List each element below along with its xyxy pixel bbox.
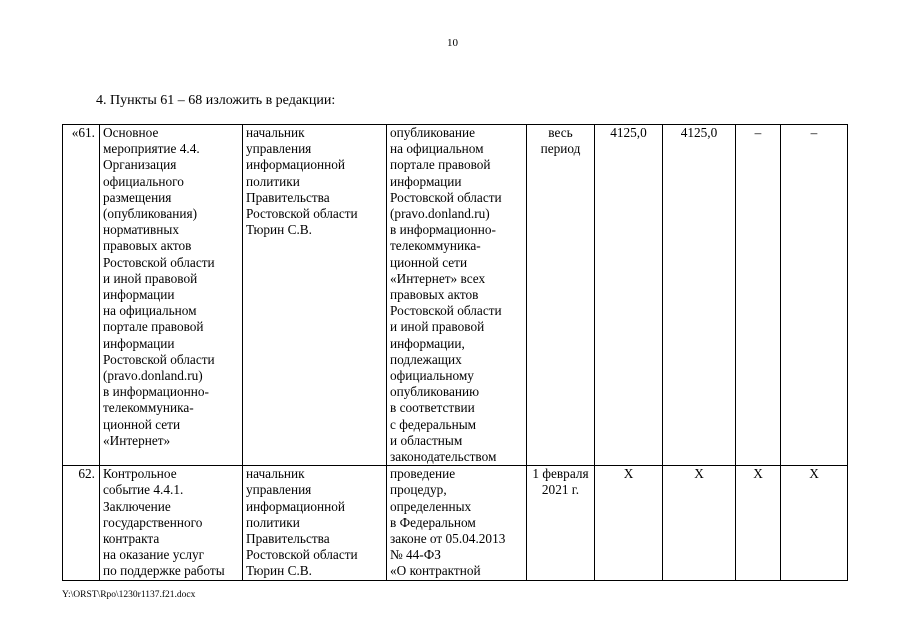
result-cell-line: проведение [390, 466, 456, 482]
value-cell-2: 4125,0 [663, 125, 736, 466]
row-number-cell: 62. [63, 466, 100, 580]
value-cell-1: 4125,0 [595, 125, 663, 466]
activity-name-cell-line: «Интернет» [103, 432, 171, 448]
result-cell-line: с федеральным [390, 416, 477, 432]
responsible-cell-line: информационной [246, 498, 346, 514]
activity-name-cell-line: Заключение [103, 498, 171, 514]
activity-name-cell-line: правовых актов [103, 238, 192, 254]
result-cell [387, 125, 527, 466]
result-cell-line: Ростовской области [390, 303, 502, 319]
activity-name-cell-line: ционной сети [103, 416, 181, 432]
result-cell [387, 466, 527, 580]
result-cell-line: опубликование [390, 125, 475, 140]
activity-name-cell-line: (pravo.donland.ru) [103, 368, 203, 384]
activity-name-cell [100, 125, 243, 466]
activity-name-cell-line: официального [103, 173, 184, 189]
table-row [63, 466, 848, 580]
activity-name-cell-line: государственного [103, 514, 203, 530]
responsible-cell-line: управления [246, 482, 312, 498]
period-cell [527, 466, 595, 580]
activity-name-cell-line: Ростовской области [103, 254, 215, 270]
value-cell-2: Х [663, 466, 736, 580]
activity-name-cell-line: в информационно- [103, 384, 209, 400]
value-cell-3: – [736, 125, 781, 466]
activity-name-cell-line: Организация [103, 157, 177, 173]
instruction-text: 4. Пункты 61 – 68 изложить в редакции: [96, 93, 336, 108]
responsible-cell-line: Ростовской области [246, 206, 358, 222]
result-cell-line: «О контрактной [390, 563, 481, 579]
result-cell-line: процедур, [390, 482, 447, 498]
activity-name-cell-line: нормативных [103, 222, 179, 238]
activity-name-cell-line: на оказание услуг [103, 547, 205, 563]
value-cell-4: – [781, 125, 848, 466]
responsible-cell [243, 466, 387, 580]
value-cell-4: Х [781, 466, 848, 580]
result-cell-line: правовых актов [390, 287, 479, 303]
responsible-cell-line: управления [246, 141, 312, 157]
result-cell-line: и иной правовой [390, 319, 485, 335]
period-cell-line: период [540, 141, 581, 157]
activity-name-cell-line: и иной правовой [103, 270, 198, 286]
activity-name-cell-line: Основное [103, 125, 159, 140]
activity-name-cell-line: Контрольное [103, 466, 177, 482]
period-cell-line: весь [548, 125, 573, 140]
responsible-cell-line: политики [246, 514, 300, 530]
responsible-cell-line: информационной [246, 157, 346, 173]
activities-table [62, 124, 848, 581]
result-cell-line: на официальном [390, 141, 484, 157]
result-cell-line: в Федеральном [390, 514, 476, 530]
result-cell-line: телекоммуника- [390, 238, 481, 254]
activity-name-cell-line: Ростовской области [103, 351, 215, 367]
responsible-cell [243, 125, 387, 466]
period-cell-line: 2021 г. [541, 482, 580, 498]
table-row [63, 125, 848, 466]
activity-name-cell-line: информации [103, 335, 175, 351]
result-cell-line: официальному [390, 368, 474, 384]
responsible-cell-line: Ростовской области [246, 547, 358, 563]
row-number-cell: «61. [63, 125, 100, 466]
responsible-cell-line: Тюрин С.В. [246, 222, 312, 238]
period-cell [527, 125, 595, 466]
result-cell-line: опубликованию [390, 384, 480, 400]
responsible-cell-line: политики [246, 173, 300, 189]
result-cell-line: законе от 05.04.2013 [390, 531, 506, 547]
result-cell-line: Ростовской области [390, 189, 502, 205]
activity-name-cell-line: размещения [103, 189, 172, 205]
responsible-cell-line: Правительства [246, 189, 330, 205]
result-cell-line: ционной сети [390, 254, 468, 270]
responsible-cell-line: Правительства [246, 531, 330, 547]
result-cell-line: информации [390, 173, 462, 189]
activity-name-cell-line: информации [103, 287, 175, 303]
responsible-cell-line: Тюрин С.В. [246, 563, 312, 579]
activity-name-cell-line: портале правовой [103, 319, 204, 335]
result-cell-line: «Интернет» всех [390, 270, 486, 286]
activity-name-cell-line: контракта [103, 531, 160, 547]
activity-name-cell [100, 466, 243, 580]
activity-name-cell-line: событие 4.4.1. [103, 482, 184, 498]
result-cell-line: № 44-ФЗ [390, 547, 441, 563]
activity-name-cell-line: по поддержке работы [103, 563, 225, 579]
result-cell-line: в информационно- [390, 222, 496, 238]
page-number: 10 [447, 37, 458, 49]
activity-name-cell-line: (опубликования) [103, 206, 198, 222]
value-cell-3: Х [736, 466, 781, 580]
result-cell-line: (pravo.donland.ru) [390, 206, 490, 222]
result-cell-line: информации, [390, 335, 465, 351]
responsible-cell-line: начальник [246, 466, 305, 482]
file-path-footer: Y:\ORST\Rpo\1230r1137.f21.docx [62, 590, 196, 600]
activity-name-cell-line: телекоммуника- [103, 400, 194, 416]
activity-name-cell-line: на официальном [103, 303, 197, 319]
result-cell-line: подлежащих [390, 351, 462, 367]
responsible-cell-line: начальник [246, 125, 305, 140]
result-cell-line: определенных [390, 498, 472, 514]
period-cell-line: 1 февраля [532, 466, 589, 482]
result-cell-line: законодательством [390, 449, 497, 465]
value-cell-1: Х [595, 466, 663, 580]
result-cell-line: в соответствии [390, 400, 475, 416]
result-cell-line: портале правовой [390, 157, 491, 173]
result-cell-line: и областным [390, 432, 463, 448]
activity-name-cell-line: мероприятие 4.4. [103, 141, 200, 157]
